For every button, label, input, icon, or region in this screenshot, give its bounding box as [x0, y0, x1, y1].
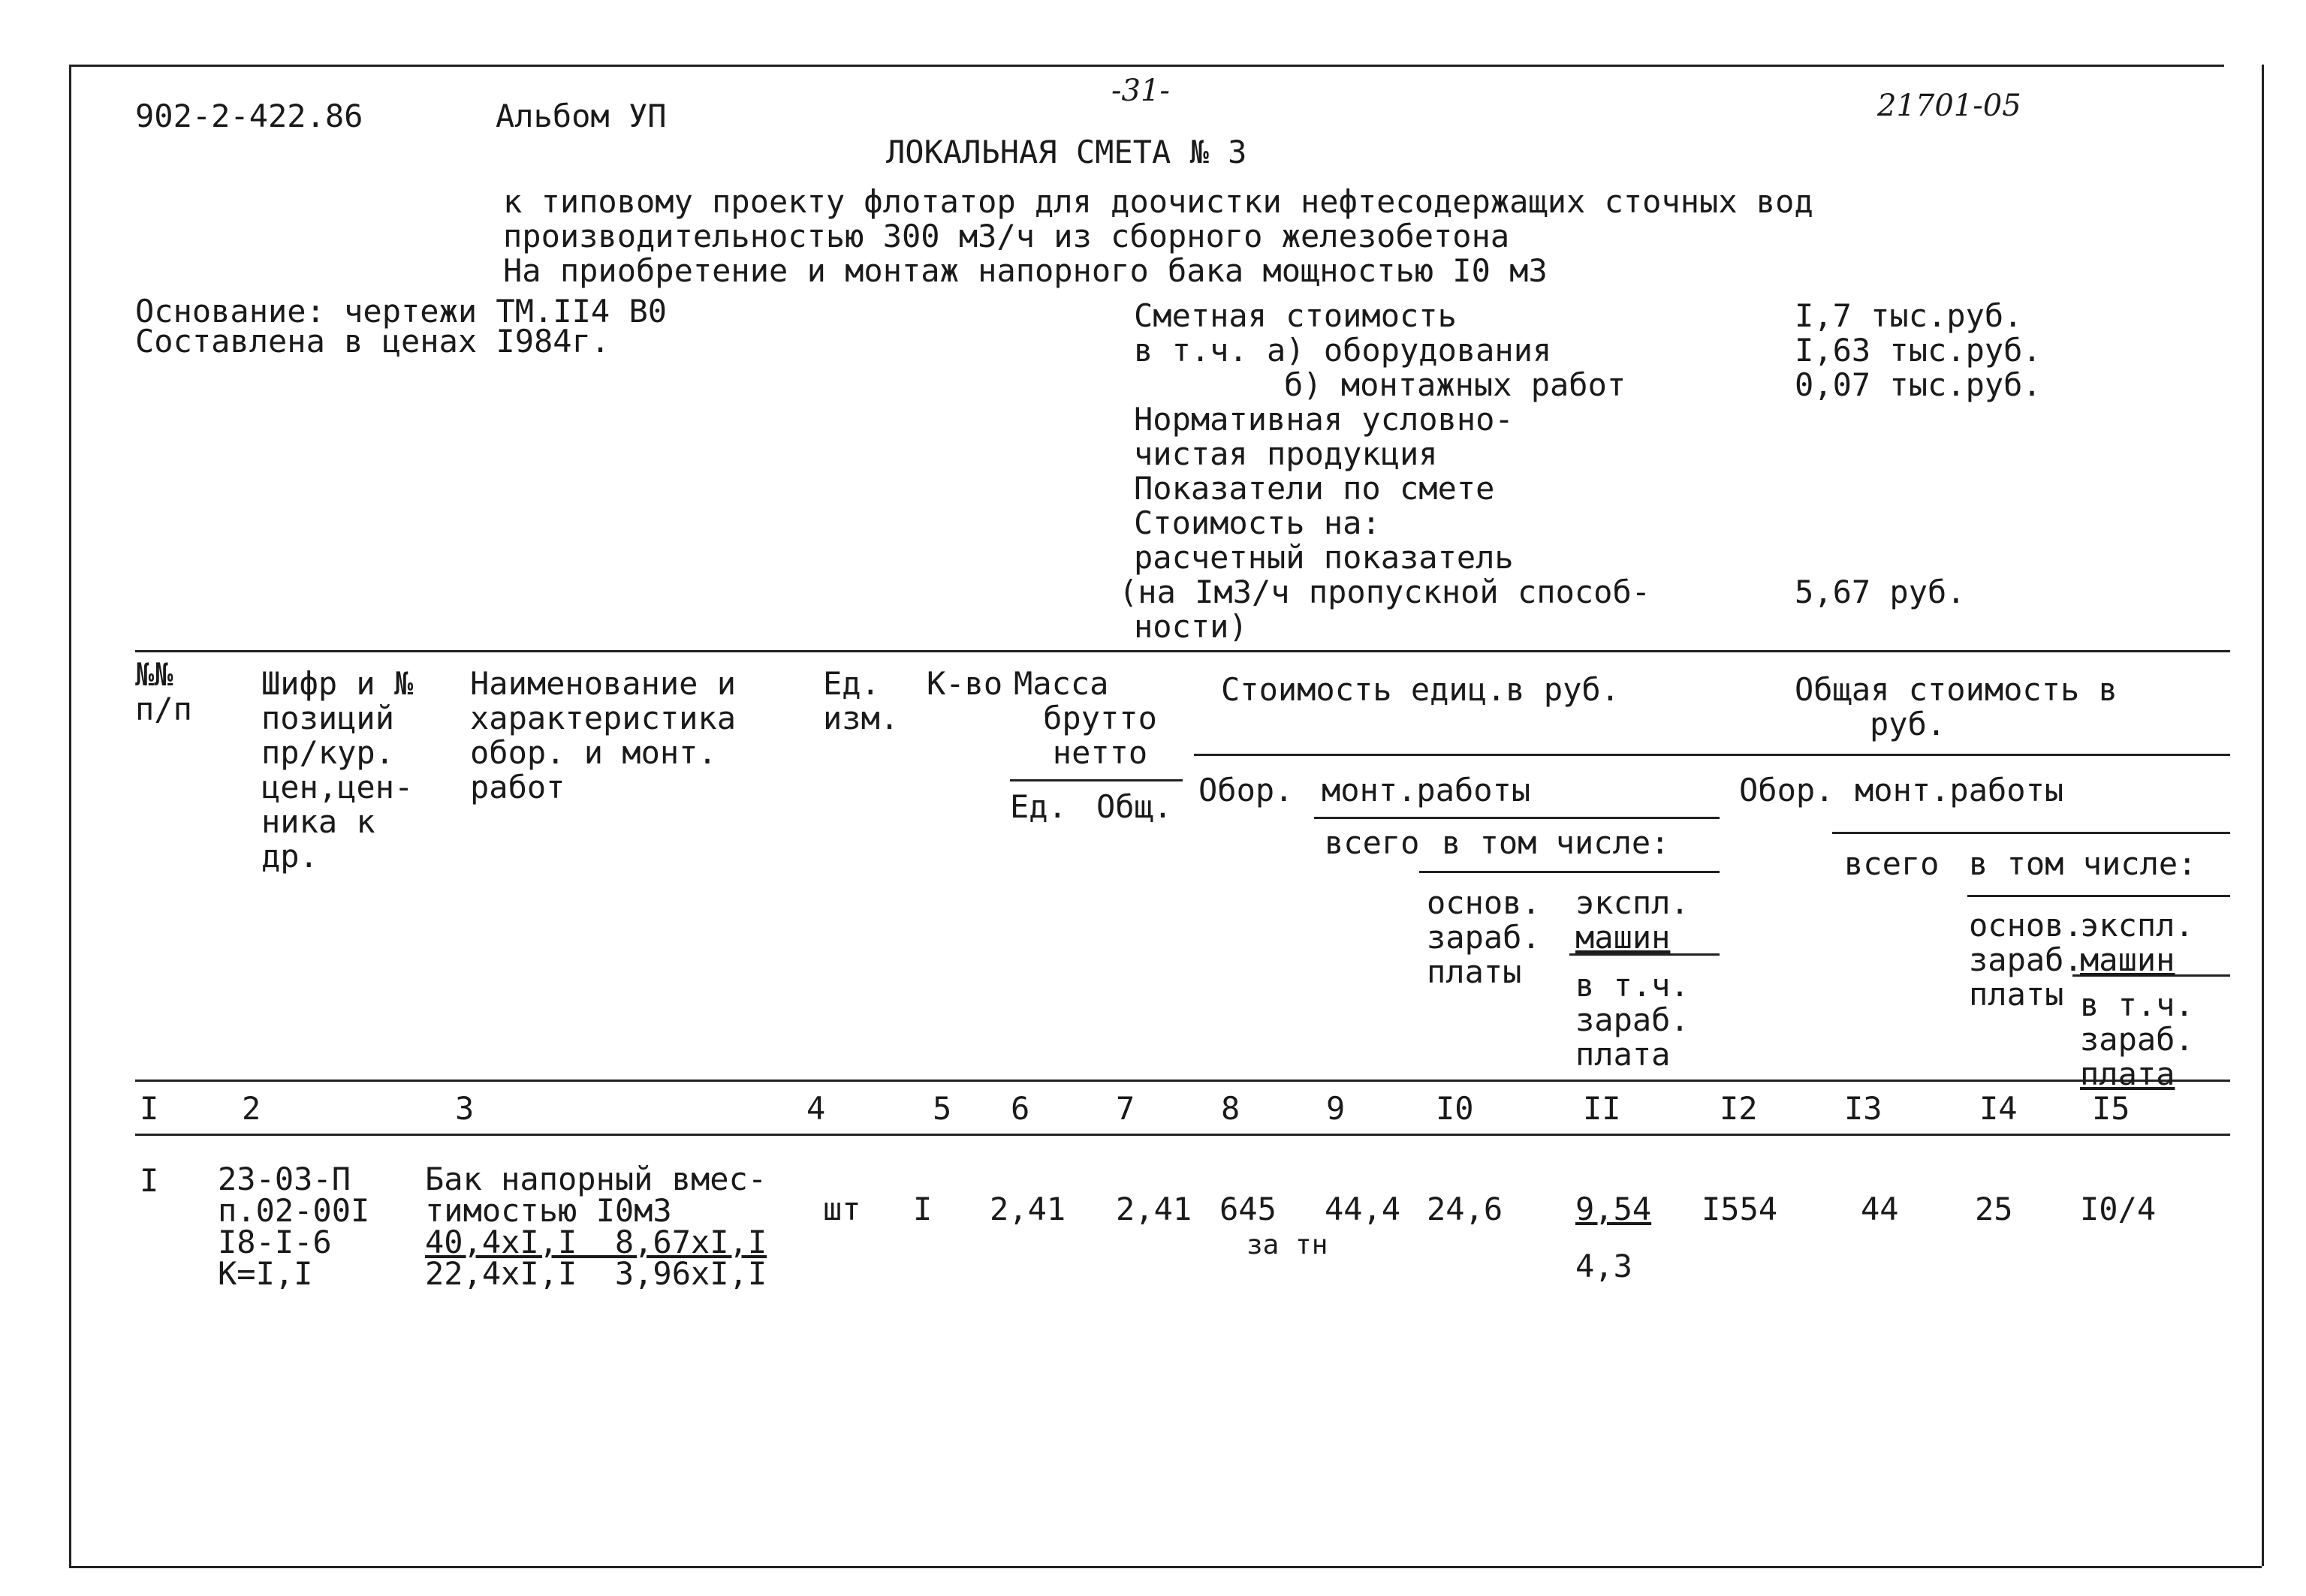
summary-label: (на Iм3/ч пропускной способ-	[1119, 574, 1651, 610]
h-mass-total: Общ.	[1096, 788, 1173, 825]
mass-subhead-line	[1010, 779, 1183, 781]
row-name: Бак напорный вмес- тимостью I0м3 40,4хI,I 8,67хI,I 22,4хI,I 3,96хI,I	[425, 1161, 767, 1292]
row-code: 23-03-П п.02-00I I8-I-6 К=I,I	[218, 1161, 370, 1292]
h-total-base: основ. зараб. платы	[1969, 907, 2083, 1013]
inventory-number: 21701-05	[1877, 89, 2021, 123]
h-total-mount: монт.работы	[1855, 772, 2064, 809]
doc-code: 902-2-422.86	[135, 98, 363, 134]
row-unit-equip: 645	[1219, 1191, 1277, 1227]
page-number: -31-	[1111, 74, 1170, 108]
summary-label: Стоимость на:	[1134, 504, 1381, 541]
row-qty: I	[913, 1191, 933, 1227]
unit-mount-line	[1314, 817, 1720, 819]
row-unit-note: за тн	[1246, 1230, 1328, 1260]
h-unit-all: всего	[1325, 824, 1420, 861]
summary-label: расчетный показатель	[1134, 539, 1514, 576]
row-mass-total: 2,41	[1116, 1191, 1192, 1227]
h-unit: Ед. изм.	[823, 665, 900, 736]
col-num: 5	[933, 1090, 952, 1127]
col-num: I0	[1436, 1090, 1474, 1127]
col-num: I5	[2092, 1090, 2130, 1127]
unit-incl-line	[1419, 871, 1720, 873]
row-total-all: 44	[1861, 1191, 1899, 1227]
h-total-incl-pay: в т.ч. зараб. плата	[2080, 986, 2194, 1092]
h-unit-expl: экспл. машин	[1575, 884, 1690, 956]
colnum-bottom-line	[135, 1134, 2230, 1136]
basis-line: Основание: чертежи ТМ.II4 В0	[135, 293, 668, 330]
row-mass-unit: 2,41	[990, 1191, 1066, 1227]
h-unit-incl-pay: в т.ч. зараб. плата	[1575, 967, 1690, 1073]
col-num: 3	[455, 1090, 475, 1127]
h-qty: К-во	[927, 665, 1003, 702]
h-unit-mount: монт.работы	[1322, 772, 1531, 809]
h-total-equip: Обор.	[1739, 772, 1834, 809]
col-num: 7	[1116, 1090, 1135, 1127]
row-unit-base: 24,6	[1427, 1191, 1503, 1227]
row-unit-mount: 44,4	[1325, 1191, 1401, 1227]
col-num: II	[1583, 1090, 1621, 1127]
col-num: 6	[1011, 1090, 1030, 1127]
col-num: I3	[1844, 1090, 1882, 1127]
h-unit-base: основ. зараб. платы	[1427, 884, 1541, 990]
header-bottom-line	[135, 1080, 2230, 1082]
h-unit-cost: Стоимость едиц.в руб.	[1221, 671, 1620, 708]
col-num: 8	[1221, 1090, 1240, 1127]
h-mass: Масса брутто нетто	[1014, 665, 1157, 771]
h-total-cost: Общая стоимость в руб.	[1795, 671, 2118, 742]
summary-label: чистая продукция	[1134, 435, 1438, 472]
total-incl-line	[1967, 895, 2230, 897]
summary-label: б) монтажных работ	[1284, 366, 1626, 403]
col-num: 2	[242, 1090, 261, 1127]
cost-subhead-line	[1194, 754, 2230, 756]
summary-label: ности)	[1134, 608, 1248, 645]
h-total-expl: экспл. машин	[2080, 907, 2194, 978]
h-no: №№ п/п	[135, 656, 192, 727]
table-top-line	[135, 650, 2230, 652]
row-no: I	[140, 1162, 159, 1199]
subtitle-line-3: На приобретение и монтаж напорного бака мощностью I0 м3	[503, 252, 1548, 289]
summary-label: в т.ч. а) оборудования	[1134, 332, 1552, 369]
row-total-expl: I0/4	[2080, 1191, 2157, 1227]
col-num: 9	[1326, 1090, 1346, 1127]
frame-top-line	[69, 65, 2224, 67]
subtitle-line-1: к типовому проекту флотатор для доочистки нефтесодержащих сточных вод	[503, 183, 1813, 220]
h-mass-unit: Ед.	[1010, 788, 1067, 825]
summary-label: Нормативная условно-	[1134, 401, 1514, 438]
h-total-all: всего	[1844, 845, 1940, 882]
doc-title: ЛОКАЛЬНАЯ СМЕТА № 3	[886, 134, 1247, 170]
row-total-base: 25	[1975, 1191, 2013, 1227]
frame-right-line	[2262, 65, 2264, 1566]
col-num: 4	[806, 1090, 826, 1127]
frame-left-line	[69, 65, 71, 1566]
col-num: I2	[1720, 1090, 1758, 1127]
col-num: I4	[1979, 1090, 2018, 1127]
album-label: Альбом УП	[496, 98, 667, 134]
row-unit-expl-pay: 4,3	[1575, 1248, 1632, 1284]
h-code: Шифр и № позиций пр/кур. цен,цен- ника к др.	[261, 665, 414, 875]
summary-label: Сметная стоимость	[1134, 297, 1457, 334]
total-mount-line	[1832, 832, 2230, 834]
h-unit-equip: Обор.	[1198, 772, 1294, 809]
summary-label: Показатели по смете	[1134, 470, 1495, 507]
h-name: Наименование и характеристика обор. и монт. работ	[470, 665, 737, 806]
subtitle-line-2: производительностью 300 м3/ч из сборного железобетона	[503, 218, 1510, 254]
summary-value: 5,67 руб.	[1795, 574, 1966, 610]
row-total-equip: I554	[1702, 1191, 1778, 1227]
col-num: I	[140, 1090, 159, 1127]
h-unit-incl: в том числе:	[1442, 824, 1670, 861]
summary-value: 0,07 тыс.руб.	[1795, 366, 2042, 403]
row-unit: шт	[823, 1191, 861, 1227]
h-total-incl: в том числе:	[1969, 845, 2197, 882]
summary-value: I,7 тыс.руб.	[1795, 297, 2023, 334]
frame-bottom-line	[69, 1566, 2262, 1568]
summary-value: I,63 тыс.руб.	[1795, 332, 2042, 369]
prices-line: Составлена в ценах I984г.	[135, 323, 610, 360]
row-unit-expl: 9,54	[1575, 1191, 1652, 1227]
